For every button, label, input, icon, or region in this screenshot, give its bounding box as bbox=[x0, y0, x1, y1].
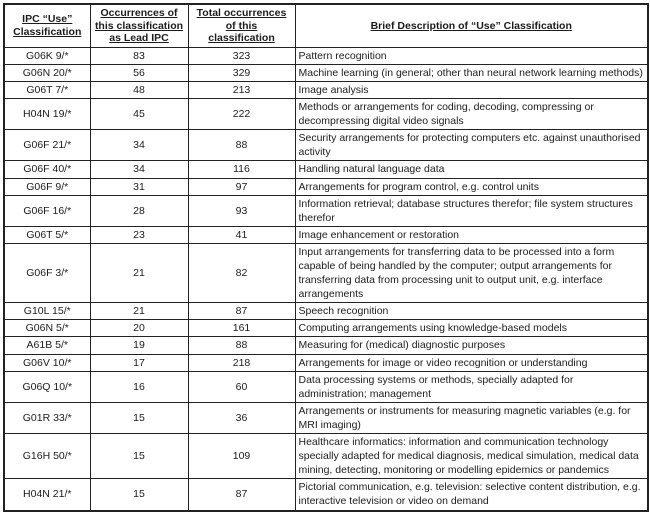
ipc-code-cell: G06T 7/* bbox=[4, 81, 90, 98]
description-cell: Handling natural language data bbox=[295, 161, 648, 178]
ipc-code-cell: A61B 5/* bbox=[4, 337, 90, 354]
total-occurrences-cell: 41 bbox=[188, 226, 295, 243]
total-occurrences-cell: 36 bbox=[188, 402, 295, 433]
table-row bbox=[4, 64, 648, 81]
lead-occurrences-cell: 17 bbox=[90, 354, 188, 371]
lead-occurrences-cell: 28 bbox=[90, 195, 188, 226]
ipc-classification-table bbox=[3, 3, 649, 512]
description-cell: Security arrangements for protecting computers etc. against unauthorised activity bbox=[295, 130, 648, 161]
description-cell: Input arrangements for transferring data to be processed into a form capable of being handled by the computer; output arrangements for transferring data from processing unit to output unit, e.g. interface arrangements bbox=[295, 243, 648, 302]
total-occurrences-cell: 222 bbox=[188, 99, 295, 130]
lead-occurrences-cell: 45 bbox=[90, 99, 188, 130]
table-row bbox=[4, 130, 648, 161]
column-header-lead-occurrences: Occurrences of this classification as Lead IPC bbox=[90, 4, 188, 47]
total-occurrences-cell: 161 bbox=[188, 320, 295, 337]
ipc-code-cell: G06N 5/* bbox=[4, 320, 90, 337]
description-cell: Data processing systems or methods, specially adapted for administration; management bbox=[295, 371, 648, 402]
table-row bbox=[4, 320, 648, 337]
ipc-code-cell: G06K 9/* bbox=[4, 47, 90, 64]
description-cell: Methods or arrangements for coding, decoding, compressing or decompressing digital video signals bbox=[295, 99, 648, 130]
table-row bbox=[4, 243, 648, 302]
table-row bbox=[4, 479, 648, 511]
lead-occurrences-cell: 34 bbox=[90, 161, 188, 178]
total-occurrences-cell: 60 bbox=[188, 371, 295, 402]
total-occurrences-cell: 87 bbox=[188, 303, 295, 320]
ipc-code-cell: G16H 50/* bbox=[4, 434, 90, 479]
ipc-code-cell: G01R 33/* bbox=[4, 402, 90, 433]
table-row bbox=[4, 81, 648, 98]
description-cell: Speech recognition bbox=[295, 303, 648, 320]
total-occurrences-cell: 218 bbox=[188, 354, 295, 371]
ipc-code-cell: H04N 21/* bbox=[4, 479, 90, 511]
description-cell: Arrangements or instruments for measuring magnetic variables (e.g. for MRI imaging) bbox=[295, 402, 648, 433]
total-occurrences-cell: 97 bbox=[188, 178, 295, 195]
description-cell: Pattern recognition bbox=[295, 47, 648, 64]
table-row bbox=[4, 337, 648, 354]
ipc-code-cell: G06V 10/* bbox=[4, 354, 90, 371]
description-cell: Image analysis bbox=[295, 81, 648, 98]
table-row bbox=[4, 303, 648, 320]
ipc-code-cell: G06F 9/* bbox=[4, 178, 90, 195]
total-occurrences-cell: 93 bbox=[188, 195, 295, 226]
ipc-code-cell: G06F 16/* bbox=[4, 195, 90, 226]
description-cell: Arrangements for program control, e.g. control units bbox=[295, 178, 648, 195]
total-occurrences-cell: 109 bbox=[188, 434, 295, 479]
table-row bbox=[4, 371, 648, 402]
description-cell: Healthcare informatics: information and communication technology specially adapted for medical diagnosis, medical simulation, medical data mining, detecting, monitoring or modelling epidemics or pandemics bbox=[295, 434, 648, 479]
lead-occurrences-cell: 83 bbox=[90, 47, 188, 64]
lead-occurrences-cell: 31 bbox=[90, 178, 188, 195]
total-occurrences-cell: 323 bbox=[188, 47, 295, 64]
description-cell: Computing arrangements using knowledge-based models bbox=[295, 320, 648, 337]
total-occurrences-cell: 329 bbox=[188, 64, 295, 81]
table-row bbox=[4, 161, 648, 178]
ipc-code-cell: G06N 20/* bbox=[4, 64, 90, 81]
description-cell: Image enhancement or restoration bbox=[295, 226, 648, 243]
lead-occurrences-cell: 15 bbox=[90, 402, 188, 433]
lead-occurrences-cell: 20 bbox=[90, 320, 188, 337]
lead-occurrences-cell: 34 bbox=[90, 130, 188, 161]
ipc-code-cell: G10L 15/* bbox=[4, 303, 90, 320]
table-row bbox=[4, 178, 648, 195]
total-occurrences-cell: 87 bbox=[188, 479, 295, 511]
table-row bbox=[4, 354, 648, 371]
lead-occurrences-cell: 15 bbox=[90, 479, 188, 511]
description-cell: Machine learning (in general; other than neural network learning methods) bbox=[295, 64, 648, 81]
total-occurrences-cell: 88 bbox=[188, 130, 295, 161]
description-cell: Pictorial communication, e.g. television: selective content distribution, e.g. interactive television or video on demand bbox=[295, 479, 648, 511]
table-row bbox=[4, 47, 648, 64]
lead-occurrences-cell: 23 bbox=[90, 226, 188, 243]
table-row bbox=[4, 434, 648, 479]
lead-occurrences-cell: 15 bbox=[90, 434, 188, 479]
lead-occurrences-cell: 56 bbox=[90, 64, 188, 81]
description-cell: Information retrieval; database structures therefor; file system structures therefor bbox=[295, 195, 648, 226]
total-occurrences-cell: 213 bbox=[188, 81, 295, 98]
lead-occurrences-cell: 19 bbox=[90, 337, 188, 354]
total-occurrences-cell: 88 bbox=[188, 337, 295, 354]
ipc-code-cell: G06T 5/* bbox=[4, 226, 90, 243]
total-occurrences-cell: 82 bbox=[188, 243, 295, 302]
ipc-code-cell: H04N 19/* bbox=[4, 99, 90, 130]
column-header-total-occurrences: Total occurrences of this classification bbox=[188, 4, 295, 47]
lead-occurrences-cell: 21 bbox=[90, 243, 188, 302]
lead-occurrences-cell: 48 bbox=[90, 81, 188, 98]
lead-occurrences-cell: 16 bbox=[90, 371, 188, 402]
ipc-code-cell: G06Q 10/* bbox=[4, 371, 90, 402]
table-row bbox=[4, 195, 648, 226]
table-row bbox=[4, 99, 648, 130]
description-cell: Arrangements for image or video recognition or understanding bbox=[295, 354, 648, 371]
column-header-description: Brief Description of “Use” Classification bbox=[295, 4, 648, 47]
description-cell: Measuring for (medical) diagnostic purposes bbox=[295, 337, 648, 354]
table-row bbox=[4, 402, 648, 433]
total-occurrences-cell: 116 bbox=[188, 161, 295, 178]
lead-occurrences-cell: 21 bbox=[90, 303, 188, 320]
ipc-code-cell: G06F 40/* bbox=[4, 161, 90, 178]
column-header-ipc-classification: IPC “Use” Classification bbox=[4, 4, 90, 47]
table-row bbox=[4, 226, 648, 243]
ipc-code-cell: G06F 21/* bbox=[4, 130, 90, 161]
header-row bbox=[4, 4, 648, 47]
ipc-code-cell: G06F 3/* bbox=[4, 243, 90, 302]
